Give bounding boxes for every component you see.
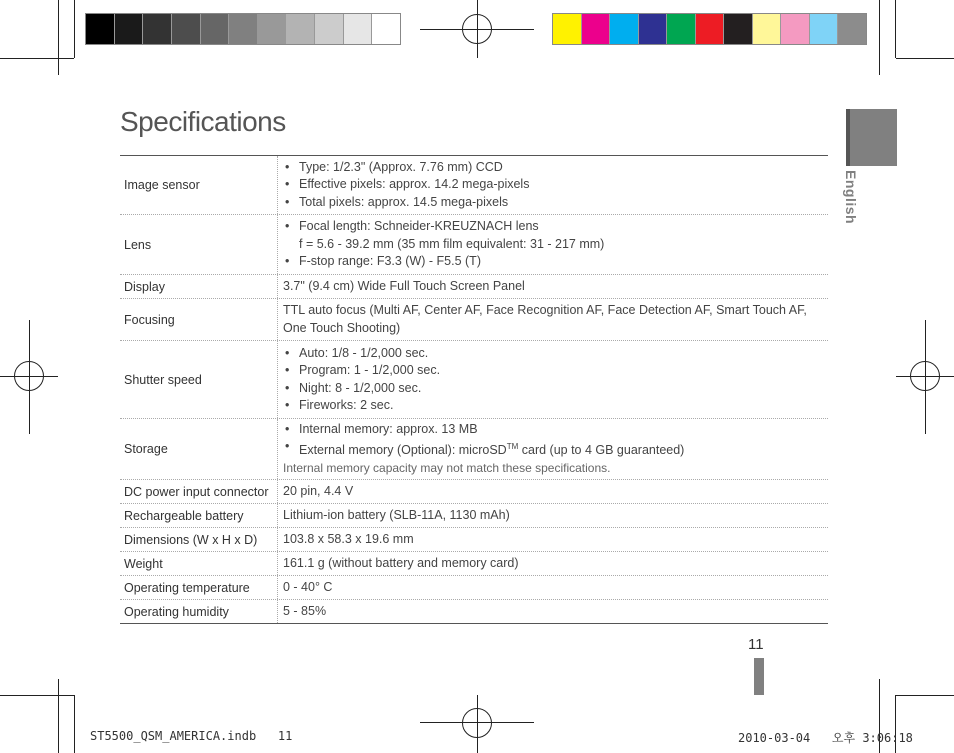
color-swatch bbox=[753, 14, 782, 44]
list-item: • Effective pixels: approx. 14.2 mega-pixels bbox=[283, 176, 822, 194]
row-value: 20 pin, 4.4 V bbox=[283, 483, 354, 498]
color-swatch bbox=[286, 14, 315, 44]
grayscale-calibration-bar bbox=[86, 14, 400, 44]
color-swatch bbox=[315, 14, 344, 44]
list-item: • Auto: 1/8 - 1/2,000 sec. bbox=[283, 345, 822, 363]
table-row bbox=[120, 299, 828, 341]
table-row bbox=[120, 419, 828, 480]
row-label: Image sensor bbox=[120, 156, 278, 214]
color-swatch bbox=[172, 14, 201, 44]
row-value bbox=[278, 419, 828, 479]
color-swatch bbox=[258, 14, 287, 44]
table-row bbox=[120, 275, 828, 299]
storage-note: Internal memory capacity may not match these specifications. bbox=[283, 460, 611, 475]
language-tab-label: English bbox=[843, 170, 859, 225]
row-value: Lithium-ion battery (SLB-11A, 1130 mAh) bbox=[283, 507, 510, 522]
color-swatch bbox=[781, 14, 810, 44]
row-label: DC power input connector bbox=[120, 480, 278, 503]
row-value: 161.1 g (without battery and memory card) bbox=[283, 555, 519, 570]
list-item: • Night: 8 - 1/2,000 sec. bbox=[283, 380, 822, 398]
color-swatch bbox=[553, 14, 582, 44]
row-label: Weight bbox=[120, 552, 278, 575]
color-swatch bbox=[696, 14, 725, 44]
table-row bbox=[120, 215, 828, 275]
row-value bbox=[278, 341, 828, 418]
list-item: • External memory (Optional): microSD™ card (up to 4 GB guaranteed) bbox=[283, 438, 822, 460]
row-value: 3.7" (9.4 cm) Wide Full Touch Screen Panel bbox=[283, 278, 525, 293]
table-row bbox=[120, 480, 828, 504]
color-swatch bbox=[724, 14, 753, 44]
color-swatch bbox=[838, 14, 866, 44]
footer-file: ST5500_QSM_AMERICA.indb 11 bbox=[90, 729, 293, 743]
color-swatch bbox=[810, 14, 839, 44]
row-label: Storage bbox=[120, 419, 278, 479]
row-value bbox=[278, 156, 828, 214]
list-item: • Type: 1/2.3" (Approx. 7.76 mm) CCD bbox=[283, 159, 822, 177]
page-title: Specifications bbox=[120, 106, 286, 137]
list-item: • Fireworks: 2 sec. bbox=[283, 397, 822, 415]
color-swatch bbox=[610, 14, 639, 44]
page-number-bar bbox=[754, 658, 764, 695]
table-row bbox=[120, 341, 828, 419]
list-item: • Internal memory: approx. 13 MB bbox=[283, 421, 822, 439]
table-row bbox=[120, 576, 828, 600]
row-value: 0 - 40° C bbox=[283, 579, 333, 594]
list-item-continuation: f = 5.6 - 39.2 mm (35 mm film equivalent: 31 - 217 mm) bbox=[299, 236, 605, 251]
spec-table bbox=[120, 155, 828, 624]
row-label: Focusing bbox=[120, 299, 278, 340]
color-swatch bbox=[639, 14, 668, 44]
list-item: • Total pixels: approx. 14.5 mega-pixels bbox=[283, 194, 822, 212]
row-value: 5 - 85% bbox=[283, 603, 327, 618]
color-calibration-bar bbox=[553, 14, 866, 44]
row-value: TTL auto focus (Multi AF, Center AF, Face Recognition AF, Face Detection AF, Smart Touch AF, One Touch Shooting) bbox=[283, 303, 807, 335]
color-swatch bbox=[229, 14, 258, 44]
row-value bbox=[278, 215, 828, 274]
list-item: • Program: 1 - 1/2,000 sec. bbox=[283, 362, 822, 380]
color-swatch bbox=[115, 14, 144, 44]
color-swatch bbox=[372, 14, 400, 44]
table-row bbox=[120, 156, 828, 215]
color-swatch bbox=[344, 14, 373, 44]
language-tab-edge bbox=[846, 109, 850, 166]
row-label: Rechargeable battery bbox=[120, 504, 278, 527]
row-label: Dimensions (W x H x D) bbox=[120, 528, 278, 551]
row-label: Shutter speed bbox=[120, 341, 278, 418]
page-number: 11 bbox=[748, 636, 764, 653]
row-value: 103.8 x 58.3 x 19.6 mm bbox=[283, 531, 414, 546]
row-label: Display bbox=[120, 275, 278, 298]
table-row bbox=[120, 504, 828, 528]
row-label: Operating temperature bbox=[120, 576, 278, 599]
list-item: • F-stop range: F3.3 (W) - F5.5 (T) bbox=[283, 253, 822, 271]
color-swatch bbox=[143, 14, 172, 44]
row-label: Operating humidity bbox=[120, 600, 278, 623]
color-swatch bbox=[667, 14, 696, 44]
color-swatch bbox=[201, 14, 230, 44]
row-label: Lens bbox=[120, 215, 278, 274]
color-swatch bbox=[86, 14, 115, 44]
footer-datetime: 2010-03-04 오후 3:06:18 bbox=[738, 731, 913, 745]
table-row bbox=[120, 600, 828, 623]
list-item: • Focal length: Schneider-KREUZNACH lens bbox=[283, 218, 822, 236]
table-row bbox=[120, 528, 828, 552]
language-tab-block bbox=[846, 109, 897, 166]
table-row bbox=[120, 552, 828, 576]
color-swatch bbox=[582, 14, 611, 44]
